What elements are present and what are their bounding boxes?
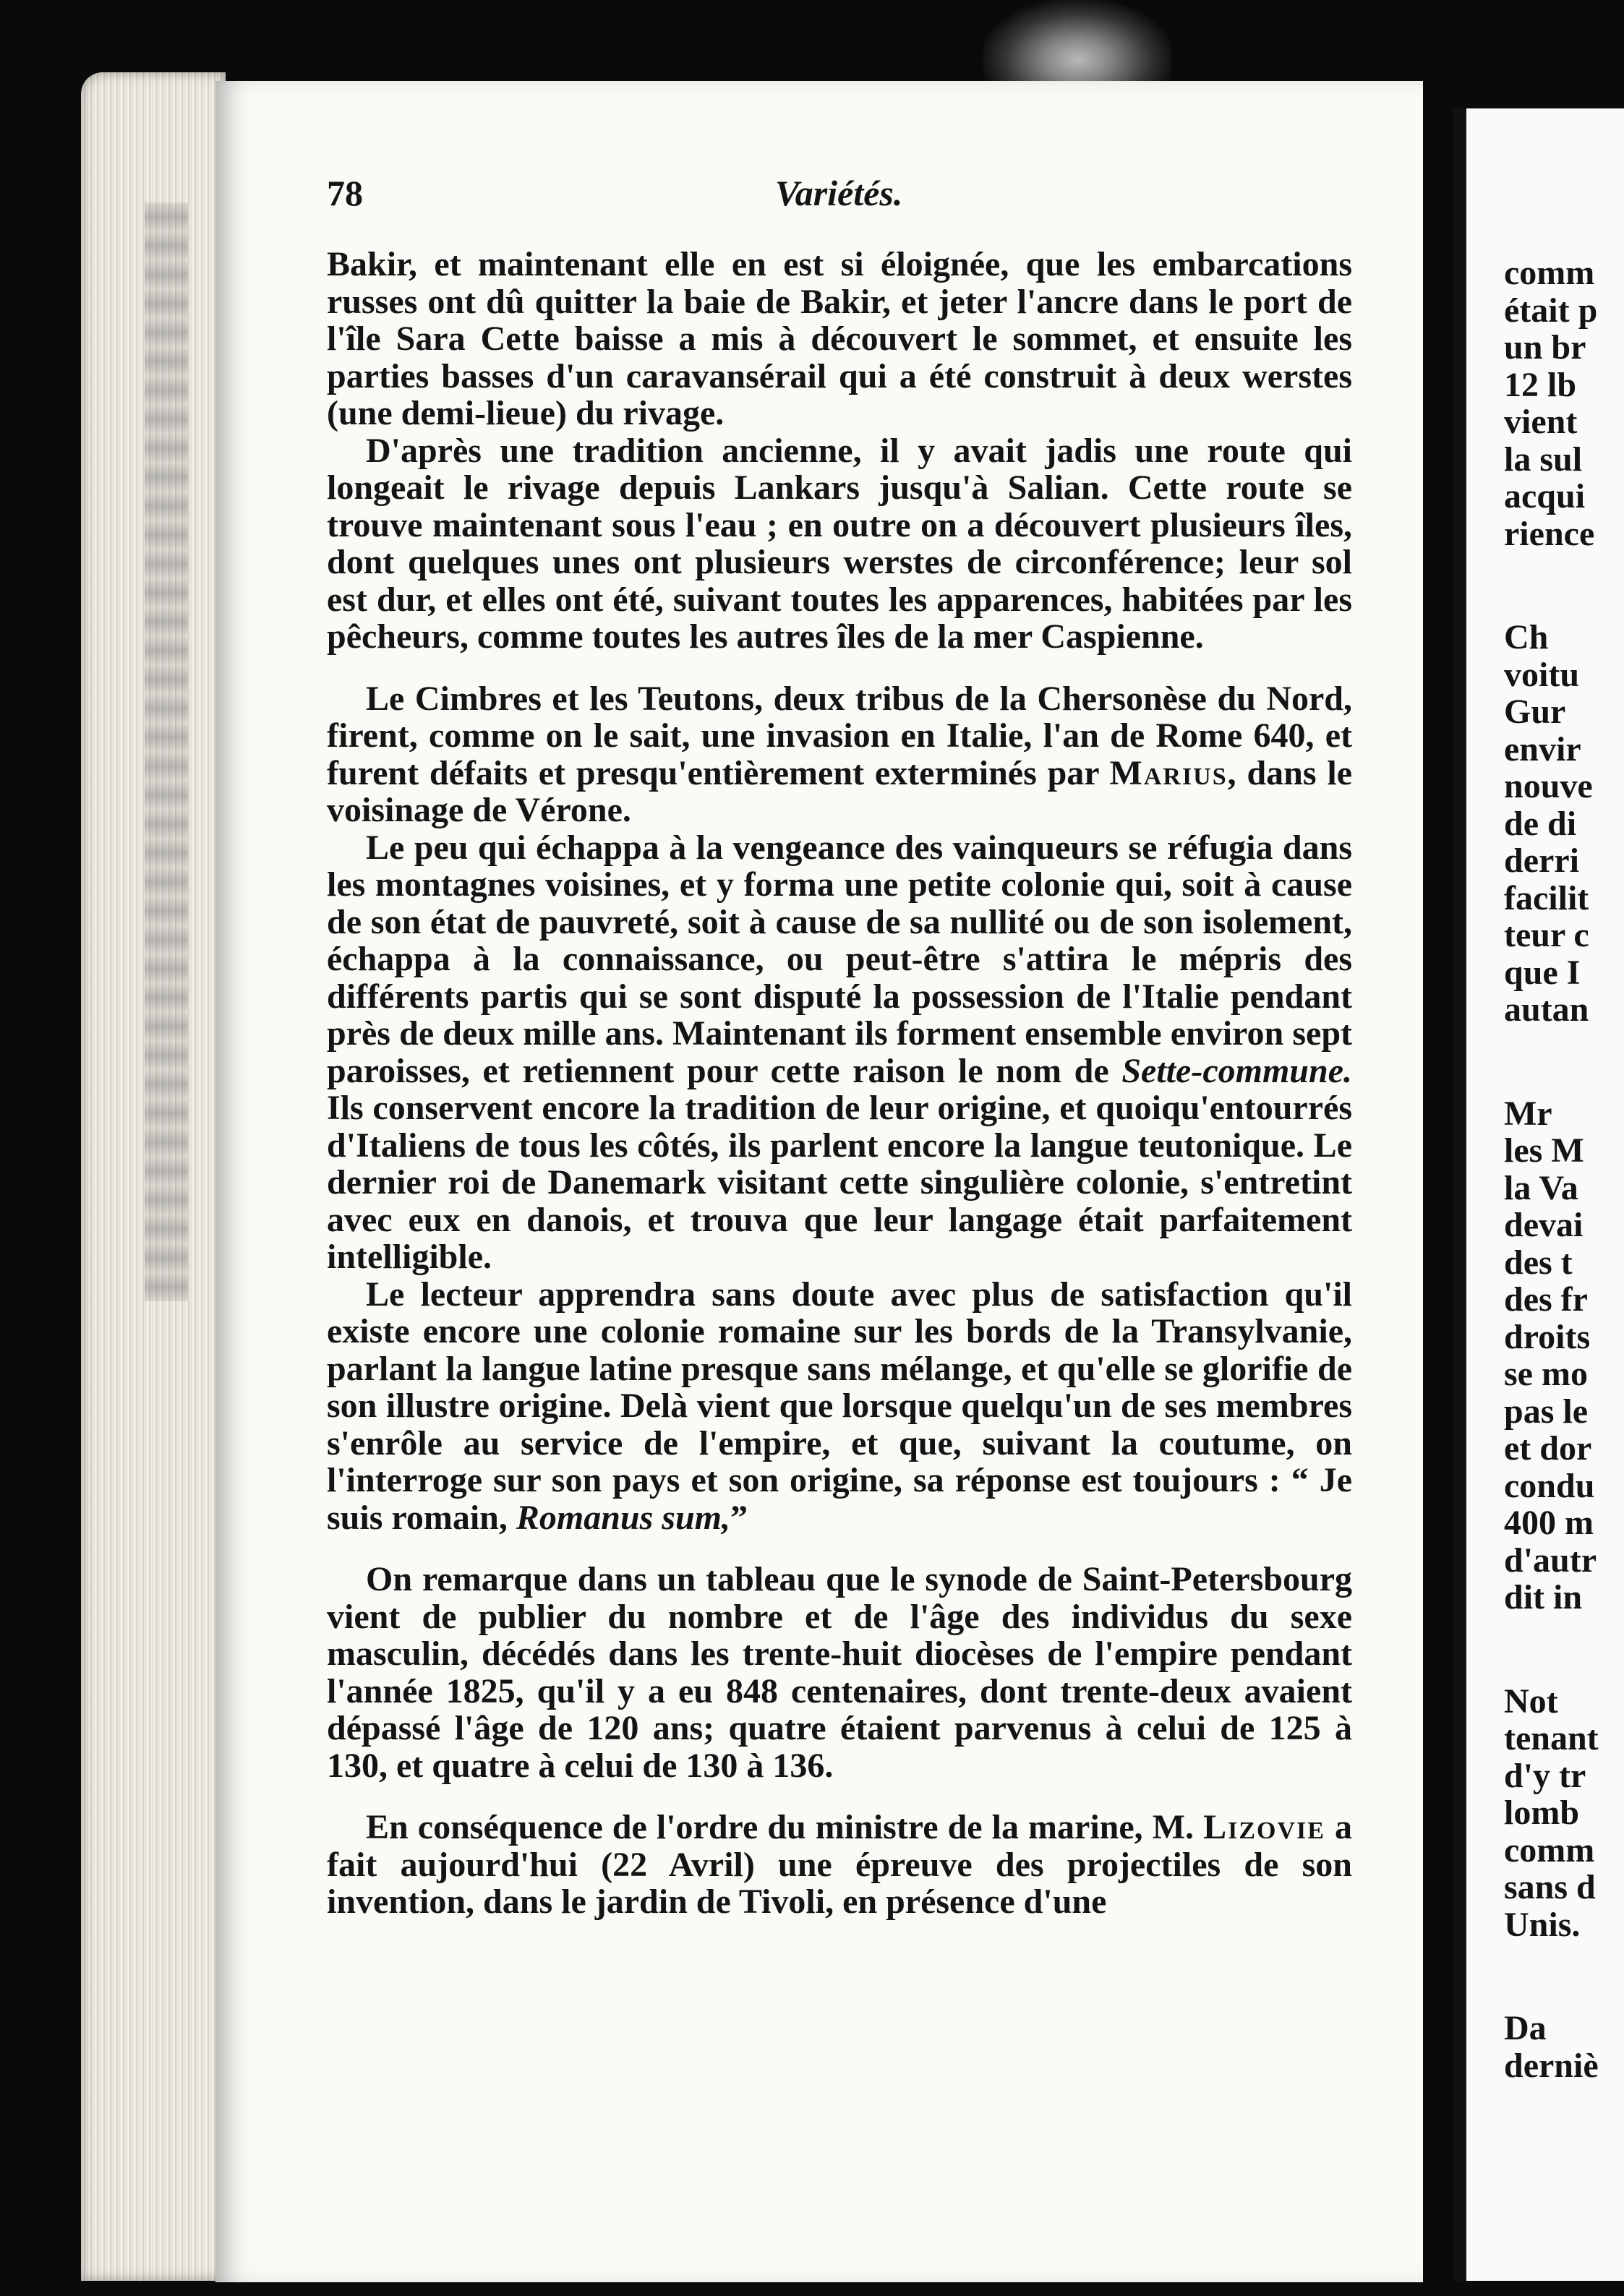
facing-page-line: d'autr xyxy=(1504,1541,1597,1580)
paragraph-text: ” xyxy=(730,1498,748,1537)
facing-page-line: rience xyxy=(1504,514,1595,553)
line-gap xyxy=(1504,1029,1624,1095)
facing-page-line: de di xyxy=(1504,804,1577,843)
paragraph-text: Le peu qui échappa à la vengeance des vainqueurs se réfugia dans les montagnes voisines, et y forma une petite colonie qui, soit à cause de son état de pauvreté, soit à cause de sa nullité ou de son isolement, échappa à la connaissance, ou peut-être s'attira le mépris des différents partis qui se sont disputé la possession de l'Italie pendant près de deux mille ans. Maintenant ils forment ensemble environ sept paroisses, et retiennent pour cette raison le nom de xyxy=(327,828,1352,1090)
facing-page-line: condu xyxy=(1504,1466,1595,1505)
facing-page-line: voitu xyxy=(1504,655,1580,694)
facing-page-line: Not xyxy=(1504,1682,1558,1721)
paragraph xyxy=(327,829,1352,1276)
facing-page-line: teur c xyxy=(1504,916,1589,954)
paragraph-text: En conséquence de l'ordre du ministre de la marine, M. xyxy=(366,1808,1204,1846)
facing-page-line: la Va xyxy=(1504,1168,1578,1207)
paragraph-text: Le lecteur apprendra sans doute avec plus de satisfaction qu'il existe encore une colonie romaine sur les bords de la Transylvanie, parlant la langue latine presque sans mélange, et qu'elle se glorifie de son illustre origine. Delà vient que lorsque quelqu'un de ses membres s'enrôle au service de l'empire, et que, suivant la coutume, on l'interroge sur son pays et son origine, sa réponse est toujours : “ Je suis romain, xyxy=(327,1275,1352,1537)
facing-page-line: lomb xyxy=(1504,1794,1580,1832)
facing-page-line: Da xyxy=(1504,2009,1547,2047)
facing-page-line: sans d xyxy=(1504,1868,1596,1906)
facing-page-line: comm xyxy=(1504,254,1595,292)
facing-page-line: d'y tr xyxy=(1504,1756,1586,1795)
facing-page-line: se mo xyxy=(1504,1355,1588,1393)
facing-page-line: la sul xyxy=(1504,440,1583,479)
paragraph xyxy=(327,1276,1352,1537)
main-text xyxy=(327,246,1352,1921)
facing-page-line: Gur xyxy=(1504,693,1566,731)
paragraph-text: Ils conservent encore la tradition de leur origine, et quoiqu'entourrés d'Italiens de tous les côtés, ils parlent encore la langue teutonique. Le dernier roi de Danemark visitant cette singulière colonie, s'entretint avec eux en danois, et trouva que leur langage était parfaitement intelligible. xyxy=(327,1089,1352,1276)
facing-page-line: facilit xyxy=(1504,878,1589,917)
facing-page-line: droits xyxy=(1504,1317,1591,1356)
paragraph-text: Le Cimbres et les Teutons, deux tribus de la Chersonèse du Nord, firent, comme on le sait, une invasion en Italie, l'an de Rome 640, et furent défaits et presqu'entièrement exterminés par xyxy=(327,679,1352,792)
facing-page-line: acqui xyxy=(1504,477,1586,515)
paragraph xyxy=(327,680,1352,829)
facing-page-line: nouve xyxy=(1504,767,1593,805)
person-name: Lizovie xyxy=(1203,1808,1325,1846)
page-number: 78 xyxy=(327,173,363,213)
page-edge-shading xyxy=(145,202,188,1301)
facing-page-line: devai xyxy=(1504,1206,1584,1244)
facing-page-line: des fr xyxy=(1504,1280,1588,1319)
line-gap xyxy=(1504,1943,1624,2010)
facing-page-line: derri xyxy=(1504,841,1579,880)
person-name: Marius xyxy=(1109,753,1228,792)
facing-page-line: tenant xyxy=(1504,1719,1599,1757)
facing-page-line: que I xyxy=(1504,953,1581,992)
facing-page-line: était p xyxy=(1504,291,1598,330)
paragraph xyxy=(327,1809,1352,1921)
facing-page-line: Ch xyxy=(1504,618,1549,656)
facing-page-line: 400 m xyxy=(1504,1504,1594,1542)
facing-page-line: Mr xyxy=(1504,1094,1552,1133)
facing-page-line: un br xyxy=(1504,328,1586,367)
facing-page-line: dit in xyxy=(1504,1578,1583,1616)
running-head: Variétés. xyxy=(775,173,903,213)
paragraph: D'après une tradition ancienne, il y avait jadis une route qui longeait le rivage depuis Lankars jusqu'à Salian. Cette route se trouve maintenant sous l'eau ; en outre on a découvert plusieurs îles, dont quelques unes ont plusieurs werstes de circonférence; leur sol est dur, et elles ont été, suivant toutes les apparences, habitées par les pêcheurs, comme toutes les autres îles de la mer Caspienne. xyxy=(327,431,1352,656)
facing-page-line: Unis. xyxy=(1504,1905,1581,1944)
facing-page-line: comm xyxy=(1504,1830,1595,1869)
facing-page-line: vient xyxy=(1504,403,1578,441)
line-gap xyxy=(1504,552,1624,619)
facing-page-line: et dor xyxy=(1504,1429,1592,1468)
italic-term: Sette-commune. xyxy=(1121,1051,1352,1090)
page-header xyxy=(327,172,1346,223)
paragraph-text: a fait aujourd'hui (22 Avril) une épreuve des projectiles de son invention, dans le jardin de Tivoli, en présence d'une xyxy=(327,1808,1352,1921)
facing-page-line: derniè xyxy=(1504,2046,1599,2085)
facing-page-line: pas le xyxy=(1504,1392,1589,1431)
paragraph-text: , dans le voisinage de Vérone. xyxy=(327,753,1352,829)
paragraph: Bakir, et maintenant elle en est si éloignée, que les embarcations russes ont dû quitter la baie de Bakir, et jeter l'ancre dans le port de l'île Sara Cette baisse a mis à découvert le sommet, et ensuite les parties basses d'un caravansérail qui a été construit à deux werstes (une demi-lieue) du rivage. xyxy=(327,245,1352,432)
facing-page-text xyxy=(1504,254,1624,2084)
facing-page-line: autan xyxy=(1504,990,1589,1029)
facing-page-line: des t xyxy=(1504,1243,1573,1282)
facing-page-line: envir xyxy=(1504,729,1581,768)
facing-page-line: les M xyxy=(1504,1131,1584,1170)
italic-term: Romanus sum, xyxy=(516,1498,730,1537)
facing-page-line: 12 lb xyxy=(1504,365,1577,404)
line-gap xyxy=(1504,1616,1624,1683)
paragraph: On remarque dans un tableau que le synode de Saint-Petersbourg vient de publier du nombre et de l'âge des individus du sexe masculin, décédés dans les trente-huit diocèses de l'empire pendant l'année 1825, qu'il y a eu 848 centenaires, dont trente-deux avaient dépassé l'âge de 120 ans; quatre étaient parvenus à celui de 125 à 130, et quatre à celui de 130 à 136. xyxy=(327,1560,1352,1785)
